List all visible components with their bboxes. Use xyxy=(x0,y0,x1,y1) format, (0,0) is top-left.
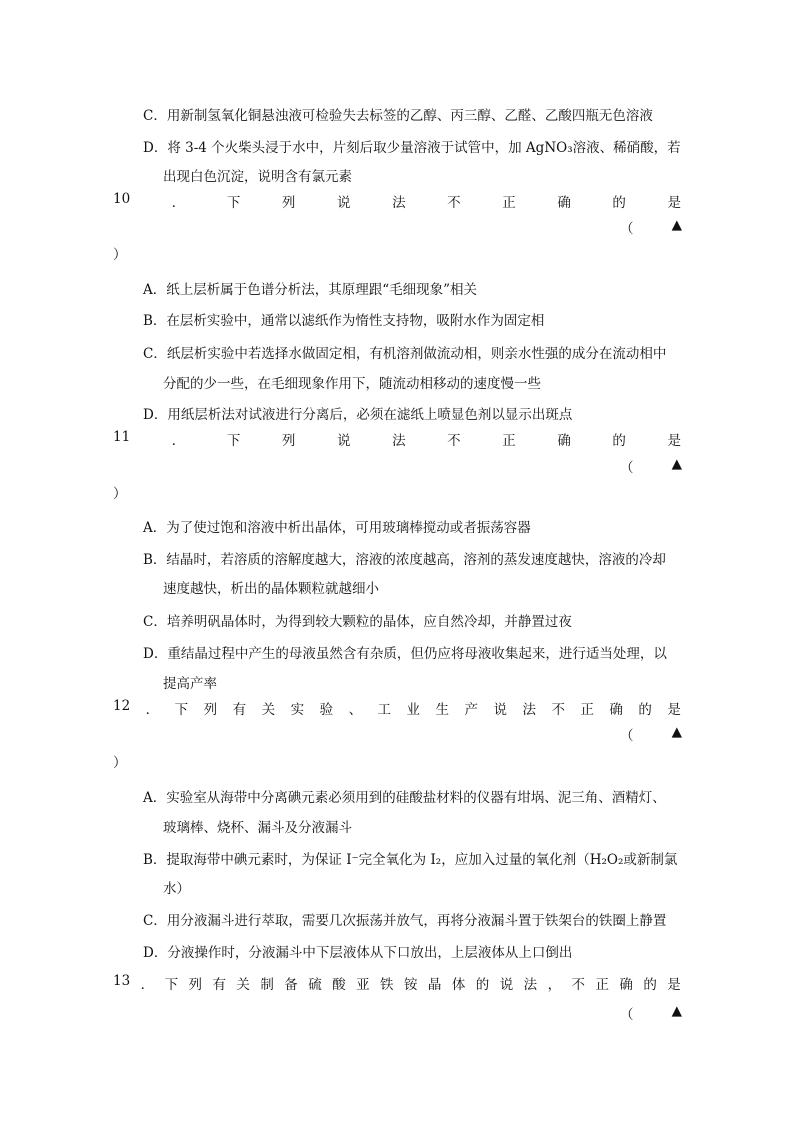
q10-option-a: A．纸上层析属于色谱分析法，其原理跟“毛细现象”相关 xyxy=(143,282,478,298)
q12-option-b-continued: 水） xyxy=(163,881,190,897)
paren-open: （ xyxy=(620,728,634,744)
paren-close: ） xyxy=(113,755,127,771)
q12-option-d: D．分液操作时，分液漏斗中下层液体从下口放出，上层液体从上口倒出 xyxy=(143,945,573,961)
q10-option-d: D．用纸层析法对试液进行分离后，必须在滤纸上喷显色剂以显示出斑点 xyxy=(143,407,573,423)
q10-stem: 10 ． 下 列 说 法 不 正 确 的 是 xyxy=(113,191,681,211)
q9-option-d-continued: 出现白色沉淀，说明含有氯元素 xyxy=(163,169,352,185)
q10-option-c: C．纸层析实验中若选择水做固定相，有机溶剂做流动相，则亲水性强的成分在流动相中 xyxy=(143,346,667,362)
q12-option-c: C．用分液漏斗进行萃取，需要几次振荡并放气，再将分液漏斗置于铁架台的铁圈上静置 xyxy=(143,913,667,929)
paren-open: （ xyxy=(620,460,634,476)
q10-answer-blank xyxy=(620,217,682,237)
q13-number: 13 xyxy=(113,973,131,989)
triangle-marker-icon: ▲ xyxy=(671,456,682,472)
q11-stem: 11 ． 下 列 说 法 不 正 确 的 是 xyxy=(113,429,681,449)
triangle-marker-icon: ▲ xyxy=(671,217,682,233)
q11-option-d-continued: 提高产率 xyxy=(163,676,217,692)
q11-option-a: A．为了使过饱和溶液中析出晶体，可用玻璃棒搅动或者振荡容器 xyxy=(143,520,531,536)
paren-close: ） xyxy=(113,486,127,502)
paren-open: （ xyxy=(620,1007,634,1023)
q10-number: 10 xyxy=(113,191,131,207)
q13-stem: 13 ． 下 列 有 关 制 备 硫 酸 亚 铁 铵 晶 体 的 说 法 ， 不 正 确 的 是 xyxy=(113,973,681,993)
q12-option-a: A．实验室从海带中分离碘元素必须用到的硅酸盐材料的仪器有坩埚、泥三角、酒精灯、 xyxy=(143,790,666,806)
triangle-marker-icon: ▲ xyxy=(671,724,682,740)
q11-option-c: C．培养明矾晶体时，为得到较大颗粒的晶体，应自然冷却，并静置过夜 xyxy=(143,614,572,630)
q11-option-d: D．重结晶过程中产生的母液虽然含有杂质，但仍应将母液收集起来，进行适当处理，以 xyxy=(143,646,667,662)
q12-answer-blank xyxy=(620,724,682,744)
q10-option-b: B．在层析实验中，通常以滤纸作为惰性支持物，吸附水作为固定相 xyxy=(143,313,545,329)
q12-option-a-continued: 玻璃棒、烧杯、漏斗及分液漏斗 xyxy=(163,820,352,836)
paren-open: （ xyxy=(620,221,634,237)
q11-number: 11 xyxy=(113,429,131,445)
q11-answer-blank xyxy=(620,456,682,476)
paren-close: ） xyxy=(113,247,127,263)
q12-stem: 12 ． 下 列 有 关 实 验 、 工 业 生 产 说 法 不 正 确 的 是 xyxy=(113,698,681,718)
q12-option-b: B．提取海带中碘元素时，为保证 I⁻完全氧化为 I₂，应加入过量的氧化剂（H₂O₂或新制氯 xyxy=(143,852,678,868)
q9-option-d: D．将 3-4 个火柴头浸于水中，片刻后取少量溶液于试管中，加 AgNO₃溶液、稀硝酸，若 xyxy=(143,140,681,156)
q12-number: 12 xyxy=(113,698,131,714)
q13-answer-blank xyxy=(620,1003,682,1023)
q10-option-c-continued: 分配的少一些，在毛细现象作用下，随流动相移动的速度慢一些 xyxy=(163,376,541,392)
q9-option-c: C．用新制氢氧化铜悬浊液可检验失去标签的乙醇、丙三醇、乙醛、乙酸四瓶无色溶液 xyxy=(143,108,653,124)
triangle-marker-icon: ▲ xyxy=(671,1003,682,1019)
q11-option-b: B．结晶时，若溶质的溶解度越大，溶液的浓度越高，溶剂的蒸发速度越快，溶液的冷却 xyxy=(143,552,666,568)
q11-option-b-continued: 速度越快，析出的晶体颗粒就越细小 xyxy=(163,581,379,597)
